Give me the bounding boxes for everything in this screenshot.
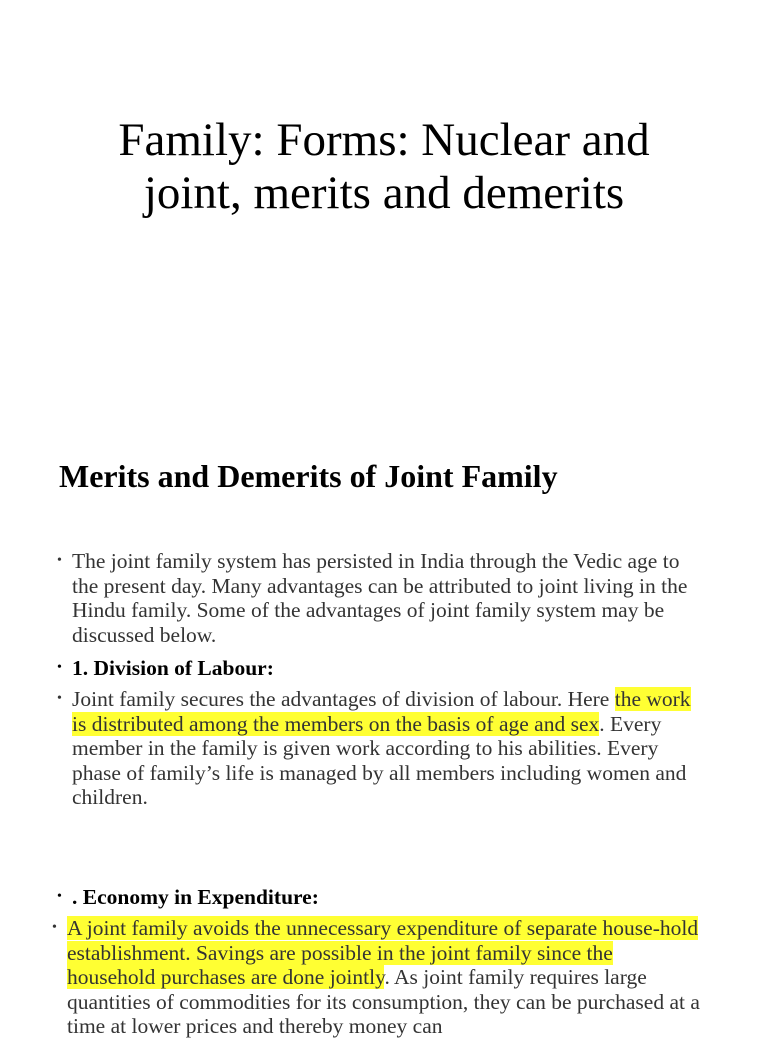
slide-title xyxy=(0,114,768,220)
point1-text-a: Joint family secures the advantages of division of labour. Here xyxy=(72,687,615,711)
point2-paragraph xyxy=(51,916,701,1039)
slide-title-line-2: joint, merits and demerits xyxy=(143,167,625,219)
point1-heading-text: 1. Division of Labour: xyxy=(72,656,274,680)
point1-paragraph xyxy=(56,687,706,810)
intro-block xyxy=(56,549,706,647)
point2-heading-text: . Economy in Expenditure: xyxy=(72,885,319,909)
bullet-icon: • xyxy=(57,889,62,904)
bullet-icon: • xyxy=(57,660,62,675)
point1-heading-block xyxy=(56,655,706,681)
point1-body-block xyxy=(56,687,706,810)
point2-highlighted-text: A joint family avoids the unnecessary expenditure of separate house-hold establishment. Savings are possible in the joint family since the household purchases are done jointly xyxy=(67,916,699,989)
bullet-icon: • xyxy=(57,691,62,706)
point2-heading xyxy=(56,884,706,910)
point1-highlighted-text: the work is distributed among the members on the basis of age and sex xyxy=(72,687,691,736)
intro-paragraph xyxy=(56,549,706,647)
intro-text: The joint family system has persisted in India through the Vedic age to the present day. Many advantages can be attributed to joint living in the Hindu family. Some of the advantages of joint family system may be discussed below. xyxy=(72,549,688,647)
bullet-icon: • xyxy=(57,553,62,568)
point2-body-block xyxy=(51,916,701,1039)
section-heading: Merits and Demerits of Joint Family xyxy=(59,458,558,494)
slide-title-line-1: Family: Forms: Nuclear and xyxy=(118,114,650,166)
point2-heading-block xyxy=(56,884,706,910)
point1-heading xyxy=(56,655,706,681)
point2-text-b: . As joint family requires large quantities of commodities for its consumption, they can be purchased at a time at lower prices and thereby money can xyxy=(67,965,700,1038)
point1-text-b: . Every member in the family is given work according to his abilities. Every phase of family’s life is managed by all members including women and children. xyxy=(72,711,687,809)
bullet-icon: • xyxy=(52,920,57,935)
